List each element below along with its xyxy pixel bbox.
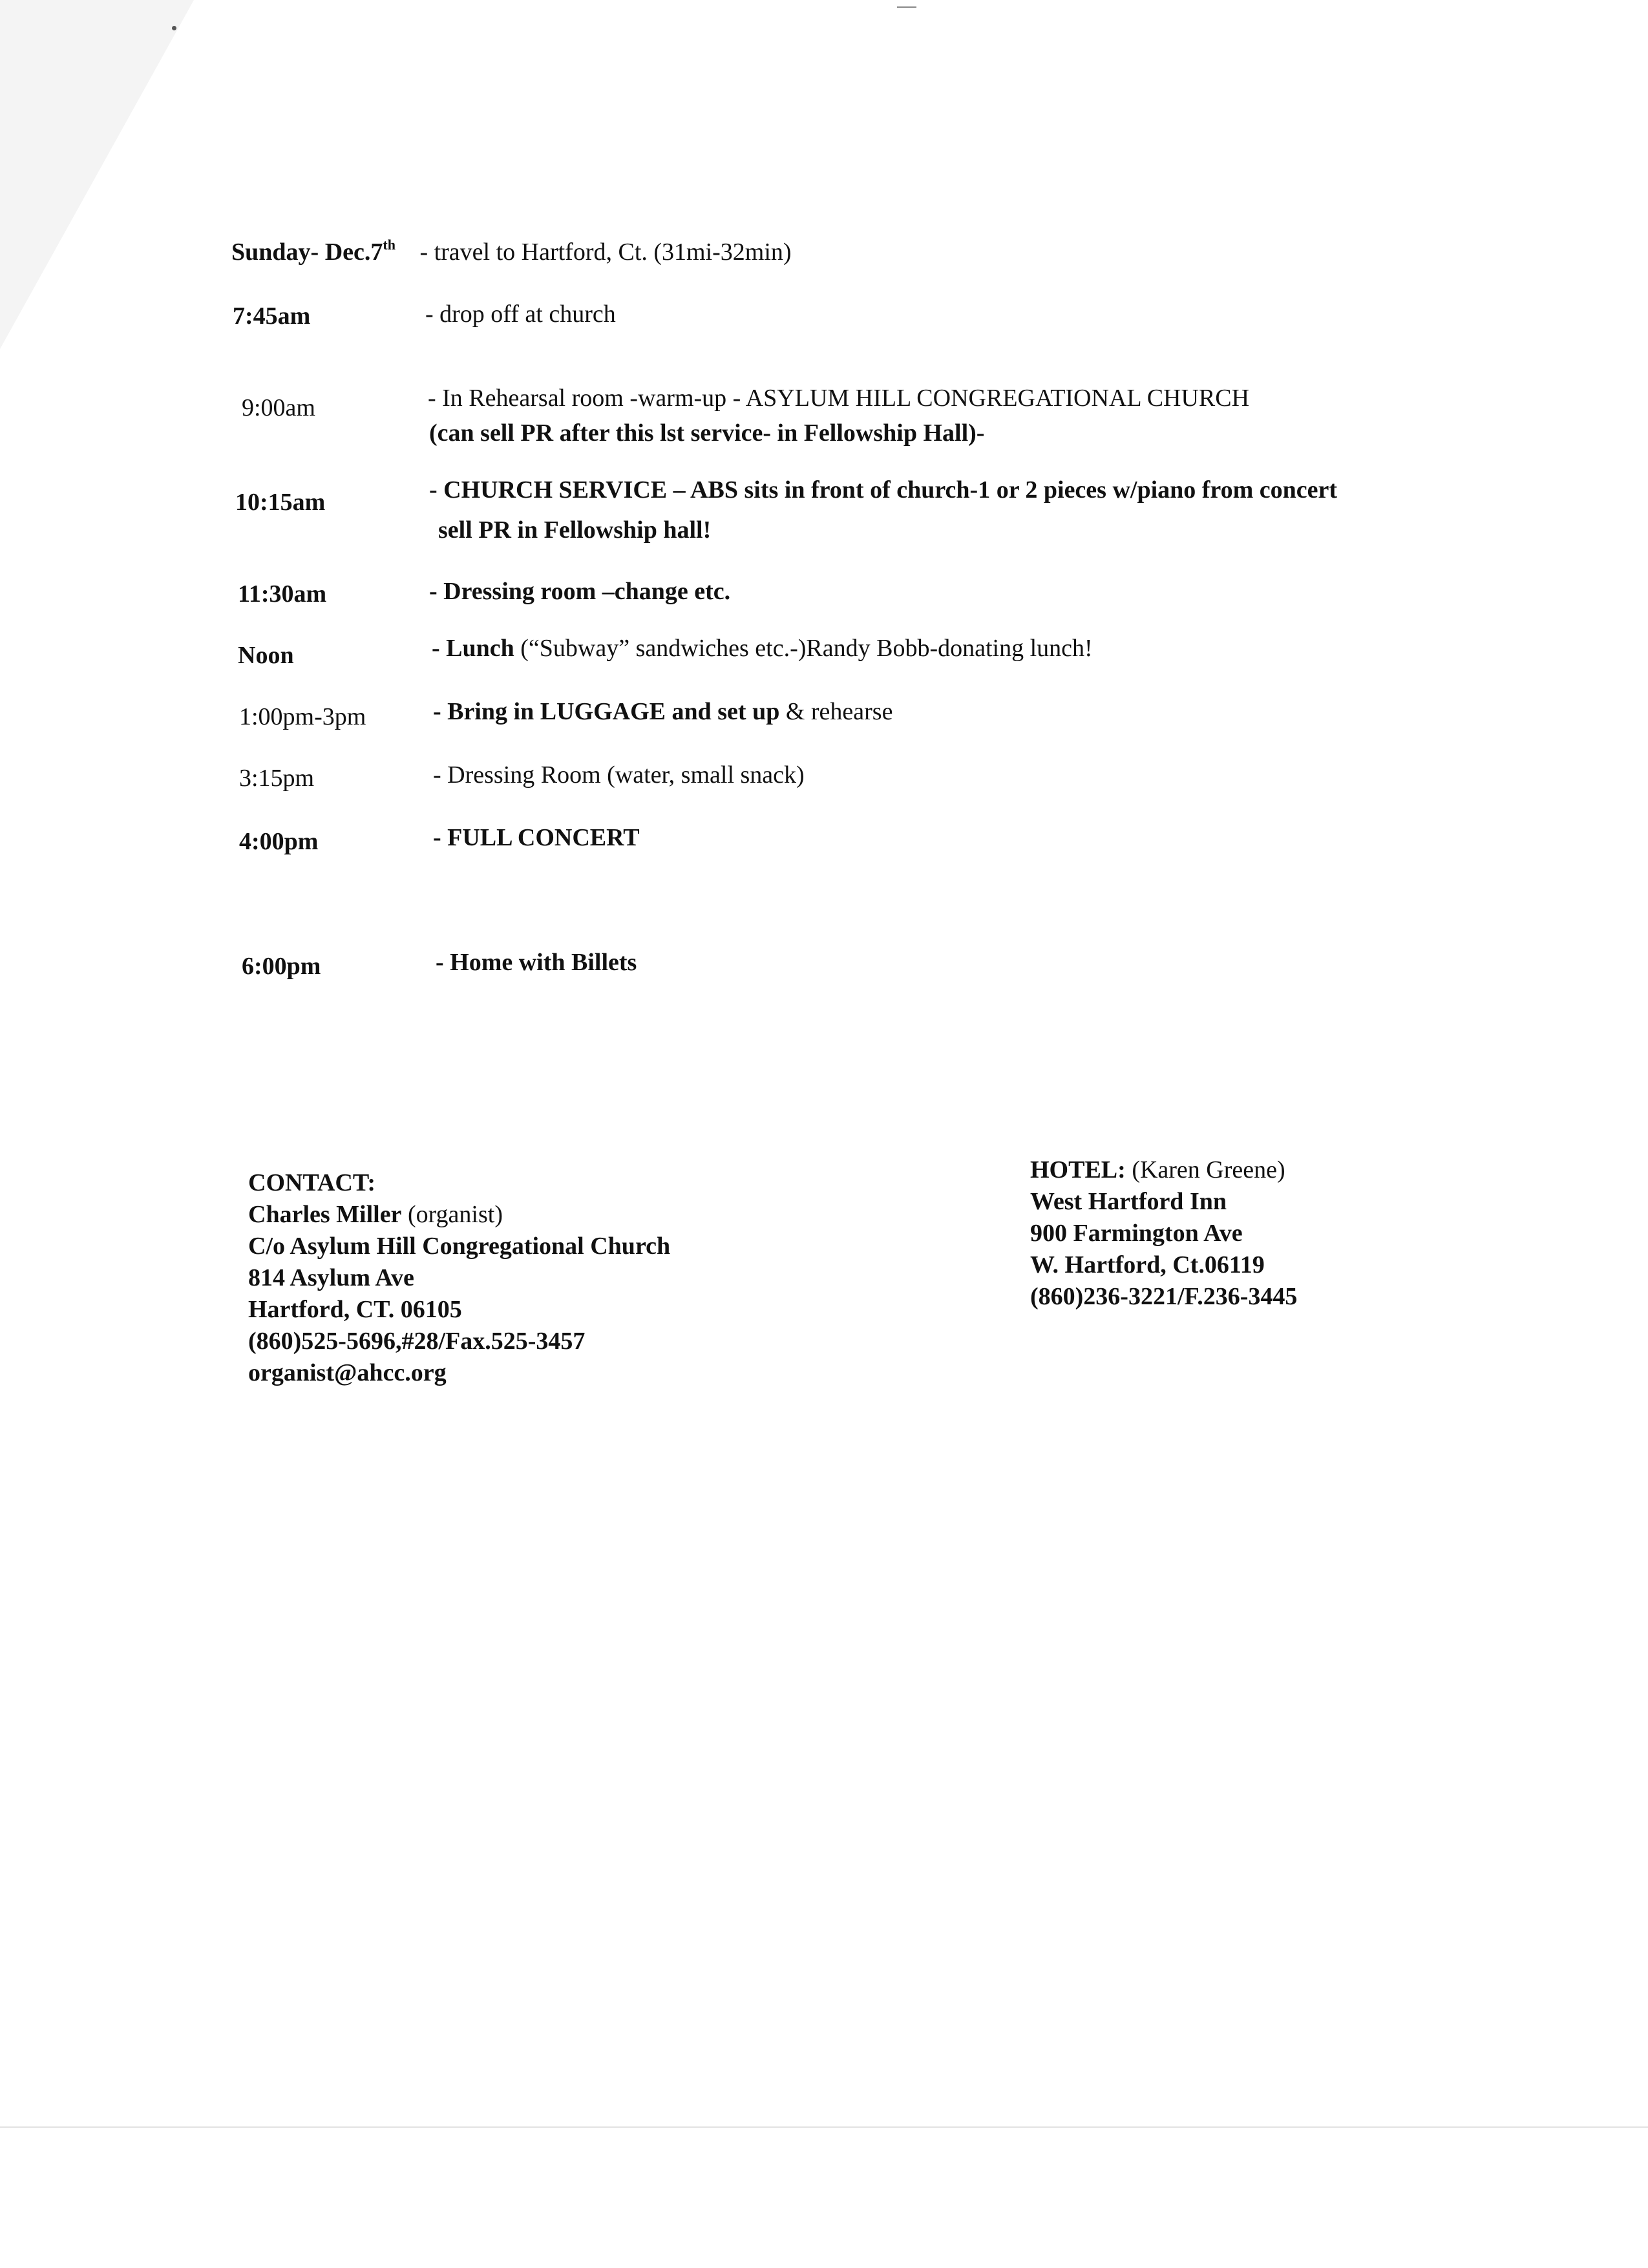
lunch-detail: (“Subway” sandwiches etc.-)Randy Bobb-donating lunch! (514, 635, 1093, 662)
schedule-item-text: - Dressing Room (water, small snack) (433, 761, 805, 789)
time-label: 10:15am (235, 489, 326, 516)
contact-street: 814 Asylum Ave (248, 1264, 414, 1291)
schedule-header (231, 237, 792, 267)
hotel-phone: (860)236-3221/F.236-3445 (1030, 1283, 1298, 1310)
time-label: 7:45am (233, 302, 311, 330)
contact-phone: (860)525-5696,#28/Fax.525-3457 (248, 1328, 586, 1355)
hotel-street: 900 Farmington Ave (1030, 1220, 1243, 1247)
hotel-city: W. Hartford, Ct.06119 (1030, 1251, 1265, 1278)
travel-text: - travel to Hartford, Ct. (31mi-32min) (419, 238, 792, 266)
scan-edge-line (0, 2126, 1648, 2128)
schedule-item-text: - drop off at church (425, 301, 616, 328)
schedule-item-text: - In Rehearsal room -warm-up - ASYLUM HILL CONGREGATIONAL CHURCH (428, 385, 1250, 412)
hotel-name: West Hartford Inn (1030, 1188, 1227, 1215)
schedule-item-text: - FULL CONCERT (433, 824, 640, 851)
day-suffix: th (383, 237, 396, 253)
scan-mark (897, 6, 916, 8)
time-label: 9:00am (242, 394, 315, 421)
contact-heading: CONTACT: (248, 1169, 376, 1196)
time-label: Noon (238, 642, 294, 669)
time-label: 1:00pm-3pm (239, 703, 366, 730)
hotel-heading: HOTEL: (1030, 1156, 1126, 1183)
schedule-item-text (433, 697, 893, 726)
time-label: 4:00pm (239, 828, 319, 855)
day-label: Sunday- Dec.7 (231, 238, 383, 266)
schedule-item-text: - CHURCH SERVICE – ABS sits in front of church-1 or 2 pieces w/piano from concert (429, 476, 1338, 503)
schedule-item-text: - Home with Billets (436, 949, 637, 976)
time-label: 11:30am (238, 580, 327, 608)
schedule-item-note: sell PR in Fellowship hall! (438, 516, 712, 544)
contact-email: organist@ahcc.org (248, 1359, 447, 1386)
scan-speck (172, 26, 176, 30)
schedule-item-text (432, 633, 1093, 663)
rehearse-text: & rehearse (779, 698, 893, 725)
hotel-contact-person: (Karen Greene) (1125, 1156, 1285, 1183)
schedule-item-text: - Dressing room –change etc. (429, 578, 731, 605)
contact-organization: C/o Asylum Hill Congregational Church (248, 1233, 671, 1260)
luggage-label: - Bring in LUGGAGE and set up (433, 698, 780, 725)
contact-city: Hartford, CT. 06105 (248, 1296, 462, 1323)
contact-block (248, 1167, 670, 1389)
time-label: 6:00pm (242, 953, 321, 980)
lunch-label: - Lunch (432, 635, 514, 662)
page-corner-shadow (0, 0, 194, 349)
schedule-item-note: (can sell PR after this lst service- in Fellowship Hall)- (429, 419, 985, 447)
contact-role: (organist) (401, 1201, 503, 1228)
time-label: 3:15pm (239, 765, 315, 792)
hotel-block (1030, 1154, 1297, 1313)
contact-name: Charles Miller (248, 1201, 402, 1228)
